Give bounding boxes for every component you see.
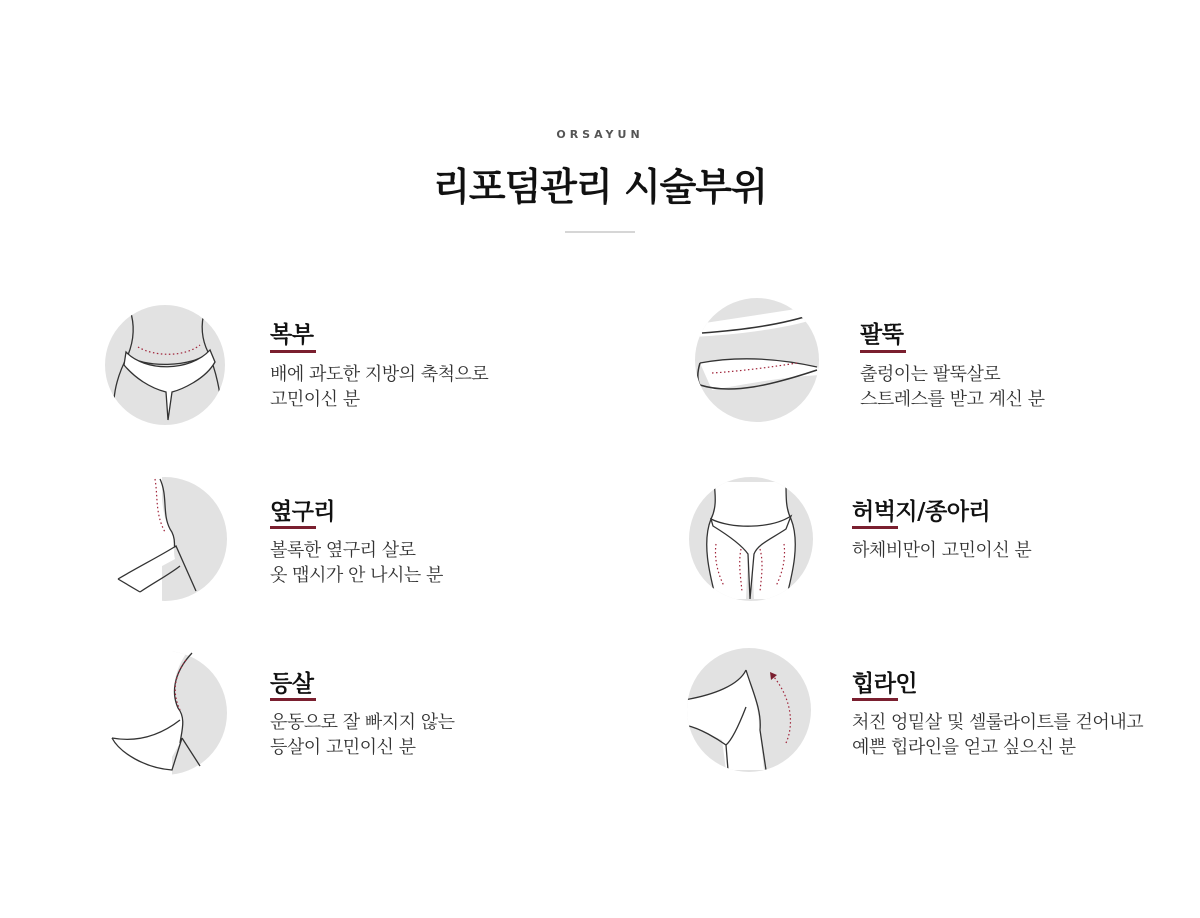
thigh-calf-illustration-icon — [686, 474, 816, 604]
item-title: 옆구리 — [270, 499, 336, 525]
title-underline — [270, 350, 316, 353]
item-title: 팔뚝 — [860, 322, 904, 348]
item-description: 출렁이는 팔뚝살로 스트레스를 받고 계신 분 — [860, 364, 1045, 410]
flank-illustration-icon — [100, 474, 230, 604]
title-underline — [270, 698, 316, 701]
eyebrow-text: ORSAYUN — [556, 128, 644, 141]
back-illustration-icon — [100, 648, 230, 778]
hipline-illustration-icon — [684, 645, 814, 775]
item-description: 볼록한 옆구리 살로 옷 맵시가 안 나시는 분 — [270, 540, 443, 586]
item-description: 하체비만이 고민이신 분 — [852, 540, 1032, 561]
item-description: 배에 과도한 지방의 축척으로 고민이신 분 — [270, 364, 489, 410]
item-title: 등살 — [270, 671, 314, 697]
abdomen-illustration-icon — [100, 300, 230, 430]
item-title: 허벅지/종아리 — [852, 499, 991, 525]
item-title: 복부 — [270, 322, 314, 348]
item-description: 운동으로 잘 빠지지 않는 등살이 고민이신 분 — [270, 712, 455, 758]
item-description: 처진 엉밑살 및 셀룰라이트를 걷어내고 예쁜 힙라인을 얻고 싶으신 분 — [852, 712, 1144, 758]
title-underline — [270, 526, 316, 529]
title-underline — [852, 698, 898, 701]
item-title: 힙라인 — [852, 671, 918, 697]
title-underline — [852, 526, 898, 529]
title-divider — [565, 231, 635, 233]
arm-illustration-icon — [692, 295, 822, 425]
title-underline — [860, 350, 906, 353]
page-title: 리포덤관리 시술부위 — [433, 165, 767, 209]
